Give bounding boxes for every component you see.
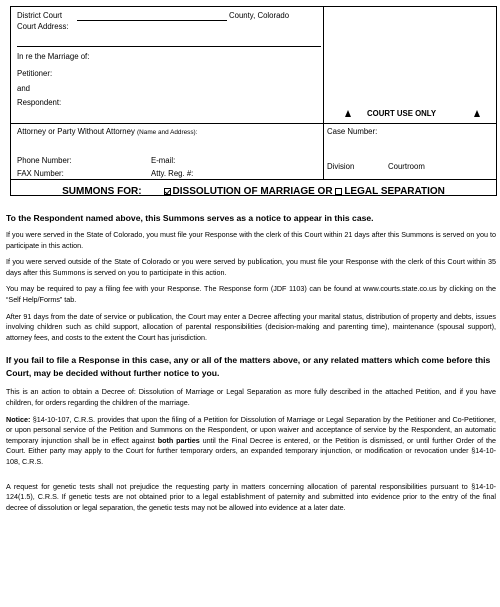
summons-body	[6, 212, 496, 519]
court-address-label: Court Address:	[17, 22, 69, 31]
respondent-label: Respondent:	[17, 98, 62, 107]
caption-divider-attorney	[11, 123, 496, 124]
fax-label: FAX Number:	[17, 169, 64, 178]
atty-reg-label: Atty. Reg. #:	[151, 169, 194, 178]
paragraph-temporary-injunction-notice	[6, 415, 496, 468]
division-label: Division	[327, 162, 355, 171]
caption-divider-vertical	[323, 7, 324, 179]
paragraph-decree-timing: After 91 days from the date of service or publication, the Court may enter a Decree affecting your marital status, distribution of property and debts, issues involving children such as child support, allocation of parental responsibilities (decision-making and parenting time), maintenance (spousal support), attorney fees, and costs to the extent the Court has jurisdiction.	[6, 311, 496, 342]
triangle-right-icon	[474, 110, 480, 117]
district-court-label: District Court	[17, 11, 63, 20]
notice-label: Notice:	[6, 414, 31, 424]
in-re-label: In re the Marriage of:	[17, 52, 90, 61]
notice-both-parties: both parties	[157, 435, 200, 445]
legal-separation-checkbox-icon	[335, 188, 342, 195]
attorney-label-text: Attorney or Party Without Attorney	[17, 127, 135, 136]
district-court-blank	[77, 20, 227, 21]
and-label: and	[17, 84, 31, 93]
court-address-separator	[17, 46, 321, 47]
respondent-notice-heading: To the Respondent named above, this Summons serves as a notice to appear in this case.	[6, 213, 374, 223]
paragraph-served-outside-colorado: If you were served outside of the State of Colorado or you were served by publication, you must file your Response with the clerk of this Court within 35 days after this Summons is served on you to participate in this action.	[6, 257, 496, 277]
court-use-only-label: COURT USE ONLY	[367, 109, 437, 118]
summons-title	[11, 187, 496, 197]
summons-prefix: SUMMONS FOR:	[62, 186, 142, 197]
failure-to-respond-heading: If you fail to file a Response in this case, any or all of the matters above, or any related matters which come before this Court, may be decided without further notice to you.	[6, 355, 491, 379]
dissolution-option: DISSOLUTION OF MARRIAGE OR	[172, 186, 333, 197]
phone-label: Phone Number:	[17, 156, 72, 165]
petitioner-label: Petitioner:	[17, 69, 53, 78]
dissolution-checkbox-checked-icon	[164, 188, 171, 195]
courtroom-label: Courtroom	[388, 162, 425, 171]
paragraph-genetic-tests: A request for genetic tests shall not prejudice the requesting party in matters concerning allocation of parental responsibilities pursuant to §14-10-124(1.5), C.R.S. If genetic tests are not obtained prior to a legal establishment of paternity and submitted into evidence prior to the entry of the final decree of dissolution or legal separation, the genetic tests may not be allowed into evidence at a later date.	[6, 481, 496, 512]
case-number-label: Case Number:	[327, 127, 378, 136]
attorney-label-note: (Name and Address):	[137, 129, 198, 136]
attorney-label	[17, 127, 197, 138]
notice-text-a: §14-10-107, C.R.S. provides that upon the filing of a Petition for Dissolution of Marriage or Legal Separation by the Petitioner and Co-Petitioner, or upon personal service of the Petition and Summons on the Respondent, or upon waiver and acceptance of service by the Respondent, an automatic temporary injunction shall be in effect against	[6, 414, 496, 445]
county-label: County, Colorado	[229, 11, 290, 20]
notice-text-b: until the Final Decree is entered, or the Petition is dismissed, or until further Order of the Court. Either party may apply to the Court for further temporary orders, an expanded temporary injunction, or modification or revocation under §14-10-108, C.R.S.	[6, 435, 496, 466]
paragraph-served-in-colorado: If you were served in the State of Colorado, you must file your Response with the clerk of this Court within 21 days after this Summons is served on you to participate in this action.	[6, 230, 496, 250]
caption-box	[10, 6, 497, 196]
caption-divider-title	[11, 179, 496, 180]
paragraph-filing-fee: You may be required to pay a filing fee with your Response. The Response form (JDF 1103) can be found at www.courts.state.co.us by clicking on the “Self Help/Forms” tab.	[6, 284, 496, 304]
email-label: E-mail:	[151, 156, 176, 165]
triangle-left-icon	[345, 110, 351, 117]
legal-separation-option: LEGAL SEPARATION	[344, 186, 445, 197]
paragraph-action-purpose: This is an action to obtain a Decree of: Dissolution of Marriage or Legal Separation as more fully described in the attached Petition, and if you have children, for orders regarding the children of the marriage.	[6, 387, 496, 407]
